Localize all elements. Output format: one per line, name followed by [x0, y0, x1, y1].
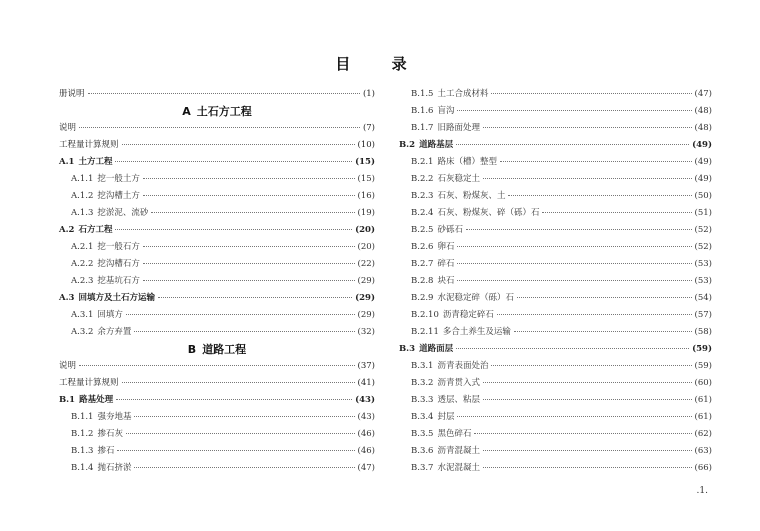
- toc-entry-number: B.1: [59, 395, 76, 405]
- toc-entry[interactable]: [399, 341, 712, 358]
- toc-entry-title: 水泥稳定碎（砾）石: [437, 293, 514, 303]
- toc-entry-page: (47): [357, 463, 375, 473]
- toc-entry[interactable]: [399, 307, 712, 324]
- toc-entry[interactable]: [399, 137, 712, 154]
- dot-leader: [483, 382, 692, 383]
- dot-leader: [143, 280, 355, 281]
- toc-entry[interactable]: [59, 409, 375, 426]
- toc-entry-page: (57): [694, 310, 712, 320]
- toc-entry[interactable]: [399, 409, 712, 426]
- toc-entry-title: 道路基层: [419, 140, 454, 150]
- dot-leader: [483, 127, 692, 128]
- toc-entry-title: 路基处理: [79, 395, 114, 405]
- toc-entry[interactable]: [399, 239, 712, 256]
- toc-entry-page: (54): [694, 293, 712, 303]
- toc-entry-number: B.2.2: [411, 174, 434, 184]
- toc-entry[interactable]: [59, 256, 375, 273]
- toc-entry[interactable]: [59, 307, 375, 324]
- dot-leader: [122, 144, 355, 145]
- toc-entry-page: (61): [694, 395, 712, 405]
- toc-entry[interactable]: [399, 154, 712, 171]
- dot-leader: [117, 450, 354, 451]
- toc-entry[interactable]: [59, 171, 375, 188]
- toc-entry-title: 册说明: [59, 89, 85, 99]
- toc-entry-page: (52): [694, 242, 712, 252]
- dot-leader: [542, 212, 691, 213]
- dot-leader: [456, 348, 689, 349]
- toc-entry-title: 透层、粘层: [437, 395, 480, 405]
- toc-entry-title: 说明: [59, 361, 77, 371]
- toc-entry-title: 回填方: [97, 310, 123, 320]
- toc-entry[interactable]: [59, 460, 375, 477]
- toc-entry[interactable]: [59, 239, 375, 256]
- toc-entry-title: 挖沟槽石方: [97, 259, 140, 269]
- toc-entry-title: 盲沟: [437, 106, 455, 116]
- toc-entry-title: 路床（槽）整型: [437, 157, 497, 167]
- toc-entry-number: A.1.3: [71, 208, 94, 218]
- toc-entry-page: (15): [357, 174, 375, 184]
- toc-entry[interactable]: [59, 426, 375, 443]
- dot-leader: [483, 399, 692, 400]
- dot-leader: [500, 161, 692, 162]
- dot-leader: [134, 467, 354, 468]
- toc-entry[interactable]: [399, 273, 712, 290]
- toc-entry[interactable]: [59, 120, 375, 137]
- dot-leader: [134, 416, 354, 417]
- toc-left-column: [59, 86, 375, 477]
- toc-entry-page: (29): [357, 276, 375, 286]
- dot-leader: [122, 382, 355, 383]
- toc-entry-page: (43): [357, 412, 375, 422]
- toc-entry[interactable]: [399, 392, 712, 409]
- toc-entry[interactable]: [399, 205, 712, 222]
- dot-leader: [79, 127, 360, 128]
- dot-leader: [457, 110, 691, 111]
- toc-entry-number: B.1.5: [411, 89, 434, 99]
- toc-entry-page: (29): [355, 293, 375, 303]
- dot-leader: [457, 416, 691, 417]
- toc-entry-number: A.2.3: [71, 276, 94, 286]
- toc-entry-page: (22): [357, 259, 375, 269]
- dot-leader: [483, 467, 692, 468]
- toc-entry-page: (41): [357, 378, 375, 388]
- toc-entry[interactable]: [59, 290, 375, 307]
- toc-entry-title: 工程量计算规则: [59, 140, 119, 150]
- dot-leader: [79, 365, 355, 366]
- section-heading: [59, 341, 375, 358]
- toc-entry-title: 石灰、粉煤灰、土: [437, 191, 506, 201]
- toc-entry-page: (61): [694, 412, 712, 422]
- toc-entry-page: (62): [694, 429, 712, 439]
- toc-entry-page: (51): [694, 208, 712, 218]
- toc-entry-title: 石灰、粉煤灰、碎（砾）石: [437, 208, 540, 218]
- toc-entry[interactable]: [399, 358, 712, 375]
- toc-entry-number: A.1.2: [71, 191, 94, 201]
- toc-entry-page: (60): [694, 378, 712, 388]
- toc-entry[interactable]: [399, 103, 712, 120]
- toc-entry-title: 旧路面处理: [437, 123, 480, 133]
- toc-entry-title: 沥青表面处治: [437, 361, 489, 371]
- toc-entry[interactable]: [59, 443, 375, 460]
- toc-entry[interactable]: [399, 375, 712, 392]
- toc-entry-page: (46): [357, 446, 375, 456]
- toc-entry-number: A.2: [59, 225, 75, 235]
- dot-leader: [491, 365, 691, 366]
- toc-entry-title: 工程量计算规则: [59, 378, 119, 388]
- toc-entry[interactable]: [59, 205, 375, 222]
- toc-entry-title: 卵石: [437, 242, 455, 252]
- section-title: 道路工程: [202, 343, 247, 356]
- toc-entry-number: B.2.6: [411, 242, 434, 252]
- toc-entry-page: (15): [355, 157, 375, 167]
- toc-entry-number: B.3.1: [411, 361, 434, 371]
- toc-entry-page: (63): [694, 446, 712, 456]
- dot-leader: [514, 331, 692, 332]
- dot-leader: [466, 229, 692, 230]
- toc-entry[interactable]: [399, 324, 712, 341]
- toc-entry-page: (46): [357, 429, 375, 439]
- toc-entry-page: (10): [357, 140, 375, 150]
- toc-entry-page: (53): [694, 259, 712, 269]
- dot-leader: [457, 263, 691, 264]
- toc-entry-title: 挖沟槽土方: [97, 191, 140, 201]
- dot-leader: [491, 93, 691, 94]
- toc-entry-page: (53): [694, 276, 712, 286]
- toc-entry-number: A.2.2: [71, 259, 94, 269]
- toc-entry-title: 碎石: [437, 259, 455, 269]
- toc-entry-title: 封层: [437, 412, 455, 422]
- toc-entry-title: 沥青混凝土: [437, 446, 480, 456]
- toc-entry-number: A.2.1: [71, 242, 94, 252]
- toc-entry-number: B.2.10: [411, 310, 439, 320]
- dot-leader: [158, 297, 352, 298]
- toc-entry[interactable]: [59, 375, 375, 392]
- dot-leader: [508, 195, 691, 196]
- toc-entry-number: B.3.6: [411, 446, 434, 456]
- dot-leader: [457, 280, 691, 281]
- dot-leader: [456, 144, 689, 145]
- toc-entry[interactable]: [59, 137, 375, 154]
- toc-entry[interactable]: [59, 392, 375, 409]
- dot-leader: [517, 297, 692, 298]
- toc-entry[interactable]: [399, 188, 712, 205]
- toc-entry-number: B.2: [399, 140, 416, 150]
- toc-entry-page: (32): [357, 327, 375, 337]
- toc-entry-title: 黑色碎石: [437, 429, 472, 439]
- toc-entry-title: 余方弃置: [97, 327, 132, 337]
- toc-entry-title: 块石: [437, 276, 455, 286]
- toc-entry-page: (59): [692, 344, 712, 354]
- dot-leader: [134, 331, 354, 332]
- toc-entry-page: (49): [692, 140, 712, 150]
- toc-entry-number: B.3: [399, 344, 416, 354]
- toc-entry-page: (19): [357, 208, 375, 218]
- toc-entry-title: 说明: [59, 123, 77, 133]
- section-title: 土石方工程: [196, 105, 252, 118]
- toc-entry-number: B.2.11: [411, 327, 439, 337]
- toc-entry-number: B.2.9: [411, 293, 434, 303]
- toc-entry-title: 回填方及土石方运输: [78, 293, 155, 303]
- dot-leader: [474, 433, 691, 434]
- toc-entry-page: (16): [357, 191, 375, 201]
- toc-entry-page: (49): [694, 157, 712, 167]
- toc-entry-title: 砂砾石: [437, 225, 463, 235]
- page-title: 目 录: [335, 55, 425, 73]
- toc-entry[interactable]: [399, 256, 712, 273]
- toc-entry[interactable]: [399, 222, 712, 239]
- toc-entry-title: 多合土养生及运输: [442, 327, 511, 337]
- toc-entry-number: A.1: [59, 157, 75, 167]
- toc-entry-number: B.2.8: [411, 276, 434, 286]
- toc-entry[interactable]: [399, 86, 712, 103]
- dot-leader: [88, 93, 360, 94]
- toc-entry-number: A.3.1: [71, 310, 94, 320]
- dot-leader: [116, 399, 352, 400]
- toc-entry-page: (59): [694, 361, 712, 371]
- toc-entry-number: B.1.7: [411, 123, 434, 133]
- toc-entry-page: (48): [694, 123, 712, 133]
- toc-entry-title: 抛石挤淤: [97, 463, 132, 473]
- toc-entry-page: (52): [694, 225, 712, 235]
- dot-leader: [483, 178, 692, 179]
- toc-entry-title: 挖一般石方: [97, 242, 140, 252]
- toc-entry-page: (49): [694, 174, 712, 184]
- toc-entry[interactable]: [59, 188, 375, 205]
- dot-leader: [126, 433, 355, 434]
- toc-entry-page: (29): [357, 310, 375, 320]
- section-letter: B: [187, 343, 197, 356]
- toc-entry-page: (20): [357, 242, 375, 252]
- toc-entry-number: B.2.1: [411, 157, 434, 167]
- toc-entry-page: (50): [694, 191, 712, 201]
- toc-entry-title: 石灰稳定土: [437, 174, 480, 184]
- toc-entry-number: B.1.3: [71, 446, 94, 456]
- toc-entry-page: (47): [694, 89, 712, 99]
- dot-leader: [143, 263, 355, 264]
- toc-entry-title: 道路面层: [419, 344, 454, 354]
- toc-entry-page: (43): [355, 395, 375, 405]
- toc-entry[interactable]: [59, 358, 375, 375]
- toc-entry[interactable]: [399, 460, 712, 477]
- dot-leader: [115, 161, 352, 162]
- toc-entry-number: B.2.7: [411, 259, 434, 269]
- toc-entry-title: 水泥混凝土: [437, 463, 480, 473]
- toc-entry[interactable]: [399, 443, 712, 460]
- toc-entry-title: 石方工程: [78, 225, 113, 235]
- toc-entry-number: A.3.2: [71, 327, 94, 337]
- toc-entry-page: (7): [362, 123, 375, 133]
- toc-entry-page: (48): [694, 106, 712, 116]
- dot-leader: [126, 314, 355, 315]
- toc-entry-title: 掺石: [97, 446, 115, 456]
- toc-entry-title: 土工合成材料: [437, 89, 489, 99]
- toc-entry-number: B.2.5: [411, 225, 434, 235]
- toc-entry-number: A.1.1: [71, 174, 94, 184]
- dot-leader: [483, 450, 692, 451]
- toc-entry-title: 掺石灰: [97, 429, 123, 439]
- toc-entry-title: 沥青稳定碎石: [442, 310, 494, 320]
- toc-entry-number: B.3.4: [411, 412, 434, 422]
- toc-entry-number: B.1.6: [411, 106, 434, 116]
- toc-entry-number: B.3.5: [411, 429, 434, 439]
- toc-entry-number: B.1.1: [71, 412, 94, 422]
- toc-entry[interactable]: [59, 324, 375, 341]
- toc-entry[interactable]: [59, 154, 375, 171]
- dot-leader: [143, 178, 355, 179]
- toc-entry-title: 挖淤泥、流砂: [97, 208, 149, 218]
- toc-right-column: [399, 86, 712, 477]
- toc-entry-title: 挖一般土方: [97, 174, 140, 184]
- toc-entry-number: A.3: [59, 293, 75, 303]
- page-number: .1.: [696, 486, 708, 496]
- toc-entry[interactable]: [59, 222, 375, 239]
- toc-entry-number: B.1.4: [71, 463, 94, 473]
- section-heading: [59, 103, 375, 120]
- section-letter: A: [182, 105, 191, 118]
- toc-entry[interactable]: [399, 290, 712, 307]
- dot-leader: [143, 246, 355, 247]
- dot-leader: [457, 246, 691, 247]
- toc-entry[interactable]: [399, 171, 712, 188]
- toc-entry-page: (1): [362, 89, 375, 99]
- toc-entry-number: B.3.2: [411, 378, 434, 388]
- toc-entry-page: (58): [694, 327, 712, 337]
- toc-entry-number: B.3.3: [411, 395, 434, 405]
- toc-entry-number: B.2.3: [411, 191, 434, 201]
- toc-entry-title: 挖基坑石方: [97, 276, 140, 286]
- dot-leader: [497, 314, 692, 315]
- toc-entry-page: (20): [355, 225, 375, 235]
- dot-leader: [143, 195, 355, 196]
- toc-entry-page: (66): [694, 463, 712, 473]
- toc-entry-title: 沥青贯入式: [437, 378, 480, 388]
- toc-entry[interactable]: [59, 86, 375, 103]
- toc-entry-title: 土方工程: [78, 157, 113, 167]
- toc-entry-number: B.3.7: [411, 463, 434, 473]
- toc-entry-number: B.2.4: [411, 208, 434, 218]
- toc-entry-title: 强夯地基: [97, 412, 132, 422]
- toc-entry-page: (37): [357, 361, 375, 371]
- dot-leader: [151, 212, 354, 213]
- toc-entry[interactable]: [59, 273, 375, 290]
- dot-leader: [115, 229, 352, 230]
- toc-entry-number: B.1.2: [71, 429, 94, 439]
- toc-entry[interactable]: [399, 120, 712, 137]
- toc-entry[interactable]: [399, 426, 712, 443]
